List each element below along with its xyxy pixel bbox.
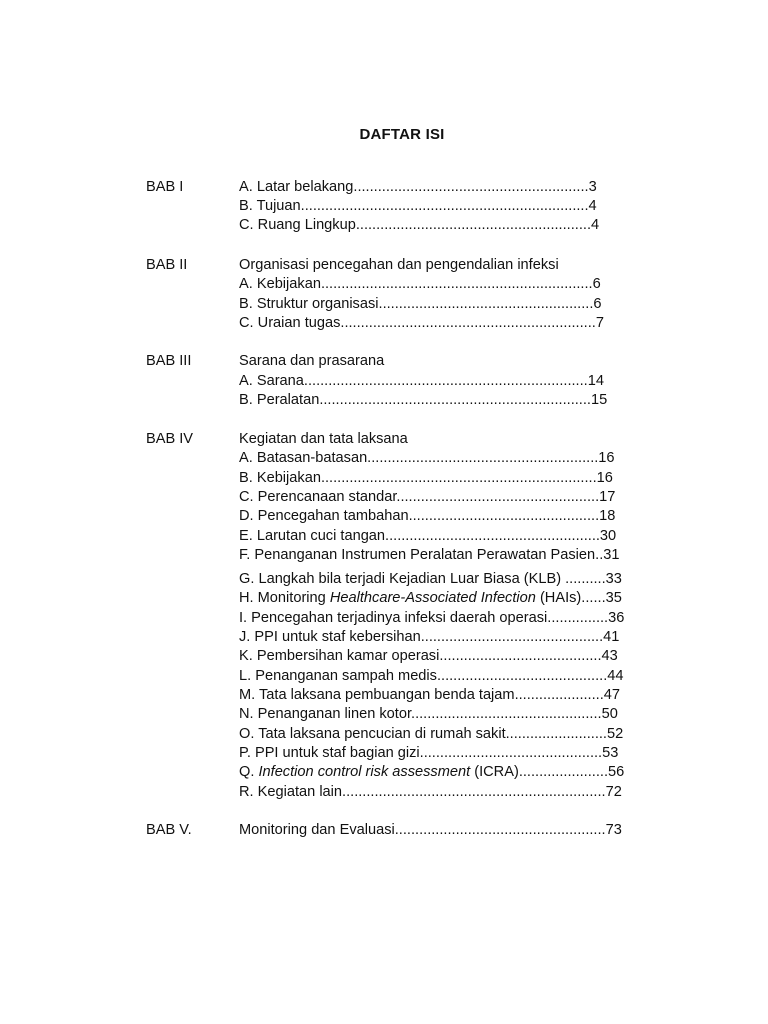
toc-entry: C. Ruang Lingkup..........................................................4 — [239, 217, 600, 233]
toc-entry — [239, 589, 622, 608]
chapter-label: BAB IV — [146, 431, 194, 447]
chapter-label: BAB V. — [146, 822, 192, 838]
toc-entry-emphasis: Infection control risk assessment — [258, 764, 471, 780]
toc-entry: R. Kegiatan lain.................................................................72 — [239, 784, 622, 800]
toc-entry: B. Tujuan.......................................................................4 — [239, 198, 597, 214]
toc-entry: B. Kebijakan....................................................................16 — [239, 470, 613, 486]
page-title: DAFTAR ISI — [359, 126, 445, 143]
toc-entry-emphasis: Healthcare-Associated Infection — [329, 590, 536, 606]
toc-entry: B. Peralatan...................................................................15 — [239, 392, 608, 408]
chapter-heading: Organisasi pencegahan dan pengendalian infeksi — [239, 257, 559, 273]
toc-entry: A. Kebijakan...................................................................6 — [239, 276, 601, 292]
toc-entry: B. Struktur organisasi.....................................................6 — [239, 296, 602, 312]
toc-entry-suffix: (ICRA)......................56 — [470, 764, 625, 780]
chapter-heading: Kegiatan dan tata laksana — [239, 431, 408, 447]
toc-entry: P. PPI untuk staf bagian gizi.............................................53 — [239, 745, 619, 761]
toc-entry: M. Tata laksana pembuangan benda tajam......................47 — [239, 687, 621, 703]
toc-entry — [239, 763, 624, 782]
toc-entry: G. Langkah bila terjadi Kejadian Luar Biasa (KLB) ..........33 — [239, 571, 622, 587]
chapter-label: BAB I — [146, 179, 184, 195]
toc-entry-prefix: H. Monitoring — [239, 590, 330, 606]
toc-entry: I. Pencegahan terjadinya infeksi daerah operasi...............36 — [239, 610, 625, 626]
toc-entry: D. Pencegahan tambahan...............................................18 — [239, 508, 616, 524]
toc-entry: A. Sarana......................................................................14 — [239, 373, 604, 389]
toc-entry: C. Uraian tugas...............................................................7 — [239, 315, 604, 331]
toc-entry: A. Latar belakang..........................................................3 — [239, 179, 597, 195]
toc-entry: F. Penanganan Instrumen Peralatan Perawatan Pasien..31 — [239, 547, 620, 563]
chapter-label: BAB II — [146, 257, 188, 273]
toc-entry: J. PPI untuk staf kebersihan.............................................41 — [239, 629, 620, 645]
toc-entry: E. Larutan cuci tangan.....................................................30 — [239, 528, 617, 544]
toc-entry-suffix: (HAIs)......35 — [535, 590, 622, 606]
toc-entry: A. Batasan-batasan.........................................................16 — [239, 450, 615, 466]
toc-entry-prefix: Q. — [239, 764, 259, 780]
toc-entry: Monitoring dan Evaluasi....................................................73 — [239, 822, 622, 838]
toc-entry: O. Tata laksana pencucian di rumah sakit.........................52 — [239, 726, 624, 742]
toc-entry: N. Penanganan linen kotor...............................................50 — [239, 706, 618, 722]
toc-entry: K. Pembersihan kamar operasi........................................43 — [239, 648, 618, 664]
toc-entry: C. Perencanaan standar..................................................17 — [239, 489, 616, 505]
chapter-heading: Sarana dan prasarana — [239, 353, 385, 369]
chapter-label: BAB III — [146, 353, 192, 369]
toc-entry: L. Penanganan sampah medis..........................................44 — [239, 668, 624, 684]
